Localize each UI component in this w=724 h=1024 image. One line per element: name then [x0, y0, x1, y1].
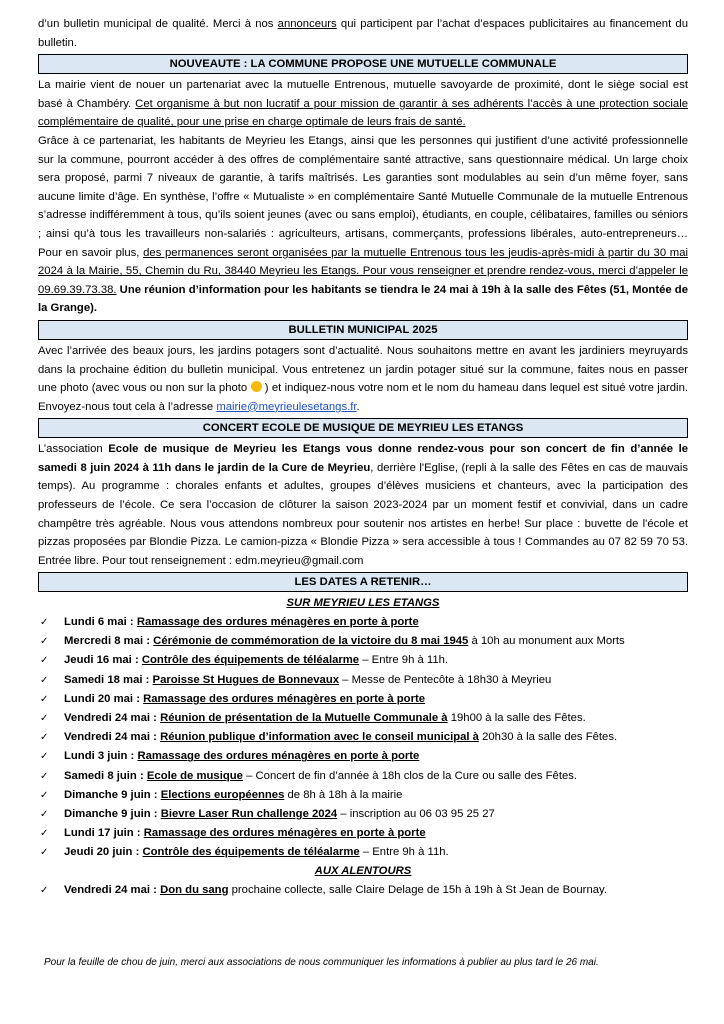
- date-item: [38, 786, 688, 805]
- event-title: Ramassage des ordures ménagères en porte à porte: [137, 750, 420, 763]
- date-label: Dimanche 9 juin: [64, 807, 151, 820]
- mutuelle-reunion: Une réunion d’information pour les habitants se tiendra le 24 mai à 19h à la salle des Fêtes (51, Montée de la Grange).: [38, 283, 688, 315]
- event-title: Cérémonie de commémoration de la victoire du 8 mai 1945: [153, 635, 469, 648]
- date-separator: :: [133, 692, 144, 705]
- checkmark-icon: ✓: [40, 789, 49, 801]
- date-item: [38, 709, 688, 728]
- dates-list-alentours: [38, 881, 688, 900]
- section-header-bulletin: BULLETIN MUNICIPAL 2025: [38, 320, 688, 340]
- smiley-icon: [251, 381, 262, 392]
- intro-paragraph: [38, 15, 688, 52]
- checkmark-icon: ✓: [40, 808, 49, 820]
- event-detail: – Messe de Pentecôte à 18h30 à Meyrieu: [339, 673, 552, 686]
- date-separator: :: [150, 731, 161, 744]
- date-label: Dimanche 9 juin: [64, 788, 151, 801]
- mutuelle-paragraph-2: [38, 132, 688, 318]
- event-title: Réunion de présentation de la Mutuelle Communale à: [160, 711, 448, 724]
- date-item: [38, 805, 688, 824]
- date-label: Lundi 6 mai: [64, 616, 127, 629]
- footer-note: Pour la feuille de chou de juin, merci aux associations de nous communiquer les informations à publier au plus tard le 26 mai.: [44, 957, 599, 968]
- date-item: [38, 843, 688, 862]
- checkmark-icon: ✓: [40, 636, 49, 648]
- event-detail: de 8h à 18h à la mairie: [284, 788, 403, 801]
- date-separator: :: [131, 654, 142, 667]
- mutuelle-mission: Cet organisme à but non lucratif a pour mission de garantir à ses adhérents l’accès à une protection sociale complémentaire de qualité, pour une prise en charge optimale de leurs frais de santé.: [38, 97, 689, 129]
- event-detail: – Concert de fin d’année à 18h clos de la Cure ou salle des Fêtes.: [242, 769, 578, 782]
- checkmark-icon: ✓: [40, 770, 49, 782]
- date-label: Jeudi 16 mai: [64, 654, 132, 667]
- checkmark-icon: ✓: [40, 828, 49, 840]
- checkmark-icon: ✓: [40, 655, 49, 667]
- bulletin-text-2: ) et indiquez-nous votre nom et le nom du hameau dans lequel est situé votre jardin. Envoyez-nous tout cela à l’adresse: [38, 382, 688, 413]
- mutuelle-permanences: des permanences seront organisées par la mutuelle Entrenous tous les jeudis-après-midi à partir du 30 mai 2024 à la Mairie, 55, Chemin du Ru, 38440 Meyrieu les Etangs. Pour vous renseigner et prendre rendez-vous, merci d’appeler le 09.69.39.73.38.: [38, 246, 689, 296]
- event-detail: – Entre 9h à 11h.: [359, 654, 449, 667]
- concert-highlight: Ecole de musique de Meyrieu les Etangs vous donne rendez-vous pour son concert de fin d’année le samedi 8 juin 2024 à 11h dans le jardin de la Cure de Meyrieu: [38, 443, 688, 474]
- subheading-meyrieu: SUR MEYRIEU LES ETANGS: [286, 597, 440, 610]
- email-link[interactable]: mairie@meyrieulesetangs.fr: [216, 400, 357, 413]
- date-separator: :: [143, 635, 154, 648]
- date-separator: :: [133, 827, 144, 840]
- section-header-mutuelle: NOUVEAUTE : LA COMMUNE PROPOSE UNE MUTUELLE COMMUNALE: [38, 54, 688, 74]
- date-label: Vendredi 24 mai: [64, 884, 151, 897]
- checkmark-icon: ✓: [40, 693, 49, 705]
- date-label: Jeudi 20 juin: [64, 846, 133, 859]
- date-separator: :: [150, 788, 161, 801]
- checkmark-icon: ✓: [40, 617, 49, 629]
- concert-text: L’association: [38, 443, 109, 456]
- date-separator: :: [142, 673, 153, 686]
- event-detail: 20h30 à la salle des Fêtes.: [478, 731, 618, 744]
- mutuelle-paragraph-1: [38, 76, 688, 132]
- concert-paragraph: [38, 440, 688, 570]
- event-title: Ramassage des ordures ménagères en porte à porte: [143, 692, 426, 705]
- subheading-alentours: AUX ALENTOURS: [314, 865, 412, 878]
- date-separator: :: [127, 750, 138, 763]
- date-separator: :: [150, 711, 161, 724]
- date-item: [38, 632, 688, 651]
- date-label: Vendredi 24 mai: [64, 731, 151, 744]
- date-item: [38, 671, 688, 690]
- date-label: Samedi 18 mai: [64, 673, 143, 686]
- section-header-concert: CONCERT ECOLE DE MUSIQUE DE MEYRIEU LES ETANGS: [38, 418, 688, 438]
- date-label: Vendredi 24 mai: [64, 711, 151, 724]
- event-title: Réunion publique d’information avec le conseil municipal à: [160, 731, 479, 744]
- date-item: [38, 651, 688, 670]
- event-title: Bievre Laser Run challenge 2024: [160, 807, 338, 820]
- concert-details: , derrière l'Eglise, (repli à la salle des Fêtes en cas de mauvais temps). Au programme : chorales enfants et adultes, groupes d’élèves musiciens et chanteurs, avec la participation des professeurs de l’école. Ce sera l’occasion de clôturer la saison 2023-2024 par un moment festif et convivial, dans un cadre champêtre très agréable. Nous vous attendons nombreux pour soutenir nos artistes en herbe! Sur place : buvette de l'école et pizzas proposées par Blondie Pizza. Le camion-pizza « Blondie Pizza » sera accessible à tous ! Commandes au 07 82 59 70 53. Entrée libre. Pour tout renseignement : edm.meyrieu@gmail.com: [38, 461, 689, 567]
- date-label: Lundi 20 mai: [64, 692, 134, 705]
- event-detail: à 10h au monument aux Morts: [468, 635, 625, 648]
- intro-annonceurs: annonceurs: [277, 18, 337, 30]
- date-item: [38, 767, 688, 786]
- checkmark-icon: ✓: [40, 732, 49, 744]
- date-item: [38, 690, 688, 709]
- intro-text: d’un bulletin municipal de qualité. Merci à nos: [38, 18, 278, 30]
- date-item: [38, 613, 688, 632]
- intro-text-end: qui participent par l’achat d’espaces publicitaires au financement du bulletin.: [38, 18, 688, 49]
- event-title: Contrôle des équipements de téléalarme: [142, 846, 360, 859]
- date-label: Mercredi 8 mai: [64, 635, 144, 648]
- date-label: Lundi 3 juin: [64, 750, 128, 763]
- page-content: [38, 15, 688, 900]
- event-title: Elections européennes: [160, 788, 285, 801]
- date-label: Samedi 8 juin: [64, 769, 137, 782]
- event-detail: prochaine collecte, salle Claire Delage de 15h à 19h à St Jean de Bournay.: [228, 884, 607, 897]
- date-separator: :: [132, 846, 143, 859]
- checkmark-icon: ✓: [40, 712, 49, 724]
- date-item: [38, 728, 688, 747]
- event-detail: – Entre 9h à 11h.: [359, 846, 449, 859]
- date-item: [38, 747, 688, 766]
- date-separator: :: [136, 769, 147, 782]
- bulletin-text-end: .: [356, 400, 360, 413]
- event-title: Ecole de musique: [146, 769, 243, 782]
- date-item: [38, 881, 688, 900]
- dates-list-meyrieu: [38, 613, 688, 862]
- event-title: Ramassage des ordures ménagères en porte à porte: [143, 827, 426, 840]
- checkmark-icon: ✓: [40, 751, 49, 763]
- checkmark-icon: ✓: [40, 847, 49, 859]
- event-title: Contrôle des équipements de téléalarme: [141, 654, 360, 667]
- event-title: Don du sang: [160, 884, 229, 897]
- section-header-dates: LES DATES A RETENIR…: [38, 572, 688, 592]
- bulletin-paragraph: [38, 342, 688, 416]
- date-label: Lundi 17 juin: [64, 827, 134, 840]
- event-detail: 19h00 à la salle des Fêtes.: [447, 711, 586, 724]
- date-separator: :: [150, 884, 161, 897]
- date-item: [38, 824, 688, 843]
- date-separator: :: [126, 616, 137, 629]
- date-separator: :: [150, 807, 161, 820]
- event-detail: – inscription au 06 03 95 25 27: [337, 807, 495, 820]
- bulletin-text: Avec l’arrivée des beaux jours, les jardins potagers sont d’actualité. Nous souhaitons mettre en avant les jardiniers meyruyards dans la prochaine édition du bulletin municipal. Vous entretenez un jardin potager situé sur la commune, faites nous en passer une photo (avec vous ou non sur la photo: [38, 344, 688, 395]
- event-title: Ramassage des ordures ménagères en porte à porte: [136, 616, 419, 629]
- event-title: Paroisse St Hugues de Bonnevaux: [152, 673, 340, 686]
- mutuelle-details: Grâce à ce partenariat, les habitants de Meyrieu les Etangs, ainsi que les personnes qui justifient d’une activité professionnelle sur la commune, pourront accéder à des offres de complémentaire santé attractive, sans questionnaire médical. Un large choix sera proposé, parmi 7 niveaux de garantie, à tarifs maîtrisés. Les garanties sont modulables au sein d’un même foyer, sans aucune limite d’âge. En synthèse, l’offre « Mutualiste » en complémentaire Santé Mutuelle Communale de la mutuelle Entrenous s’adresse indifféremment à tous, qu’ils soient jeunes (avec ou sans emploi), étudiants, en couple, célibataires, familles ou séniors ; ainsi qu’à tous les travailleurs non-salariés : agriculteurs, artisans, commerçants, professions libérales, auto-entrepreneurs… Pour en savoir plus,: [38, 134, 688, 259]
- checkmark-icon: ✓: [40, 674, 49, 686]
- mutuelle-text: La mairie vient de nouer un partenariat avec la mutuelle Entrenous, mutuelle savoyarde de proximité, dont le siège social est basé à Chambéry.: [38, 79, 688, 110]
- checkmark-icon: ✓: [40, 885, 49, 897]
